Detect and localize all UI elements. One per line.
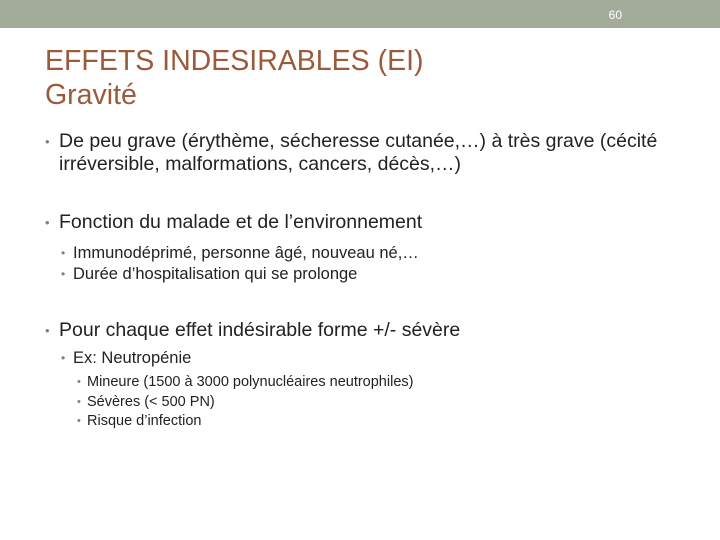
title-line-1: EFFETS INDESIRABLES (EI) [45, 45, 424, 77]
bullet-icon: • [61, 351, 66, 365]
sub-bullet-item [45, 264, 695, 285]
slide-title [45, 44, 685, 112]
bullet-icon: • [45, 215, 50, 230]
sub-bullet-text: Immunodéprimé, personne âgé, nouveau né,… [73, 244, 419, 262]
bullet-item-1 [45, 130, 695, 176]
page-number: 60 [608, 8, 622, 22]
bullet-text-2: Fonction du malade et de l’environnement [59, 211, 423, 233]
bullet-icon: • [61, 267, 66, 281]
bullet-icon: • [77, 395, 81, 408]
sub-sub-bullet-text: Risque d’infection [87, 413, 202, 429]
bullet-text-3: Pour chaque effet indésirable forme +/- sévère [59, 319, 461, 341]
bullet-icon: • [45, 323, 50, 338]
sub-bullet-item [45, 243, 695, 264]
sub-sub-bullet-item [45, 373, 695, 393]
bullet-item-3 [45, 319, 695, 342]
bullet-icon: • [61, 246, 66, 260]
bullet-icon: • [77, 415, 81, 427]
slide-body [45, 130, 695, 432]
title-line-2: Gravité [45, 79, 137, 111]
sub-sub-bullet-item [45, 412, 695, 432]
sub-bullet-text: Durée d’hospitalisation qui se prolonge [73, 265, 358, 283]
bullet-icon: • [45, 134, 50, 149]
bullet-item-2 [45, 211, 695, 234]
sub-bullet-item [45, 348, 695, 369]
header-bar [0, 0, 720, 28]
sub-sub-bullet-text: Sévères (< 500 PN) [87, 393, 215, 410]
bullet-text-1: De peu grave (érythème, sécheresse cutanée,…) à très grave (cécité irréversible, malformations, cancers, décès,…) [59, 130, 658, 175]
bullet-icon: • [77, 376, 81, 388]
sub-bullet-text: Ex: Neutropénie [73, 349, 192, 367]
sub-sub-bullet-item [45, 393, 695, 413]
sub-sub-bullet-text: Mineure (1500 à 3000 polynucléaires neutrophiles) [87, 374, 414, 390]
